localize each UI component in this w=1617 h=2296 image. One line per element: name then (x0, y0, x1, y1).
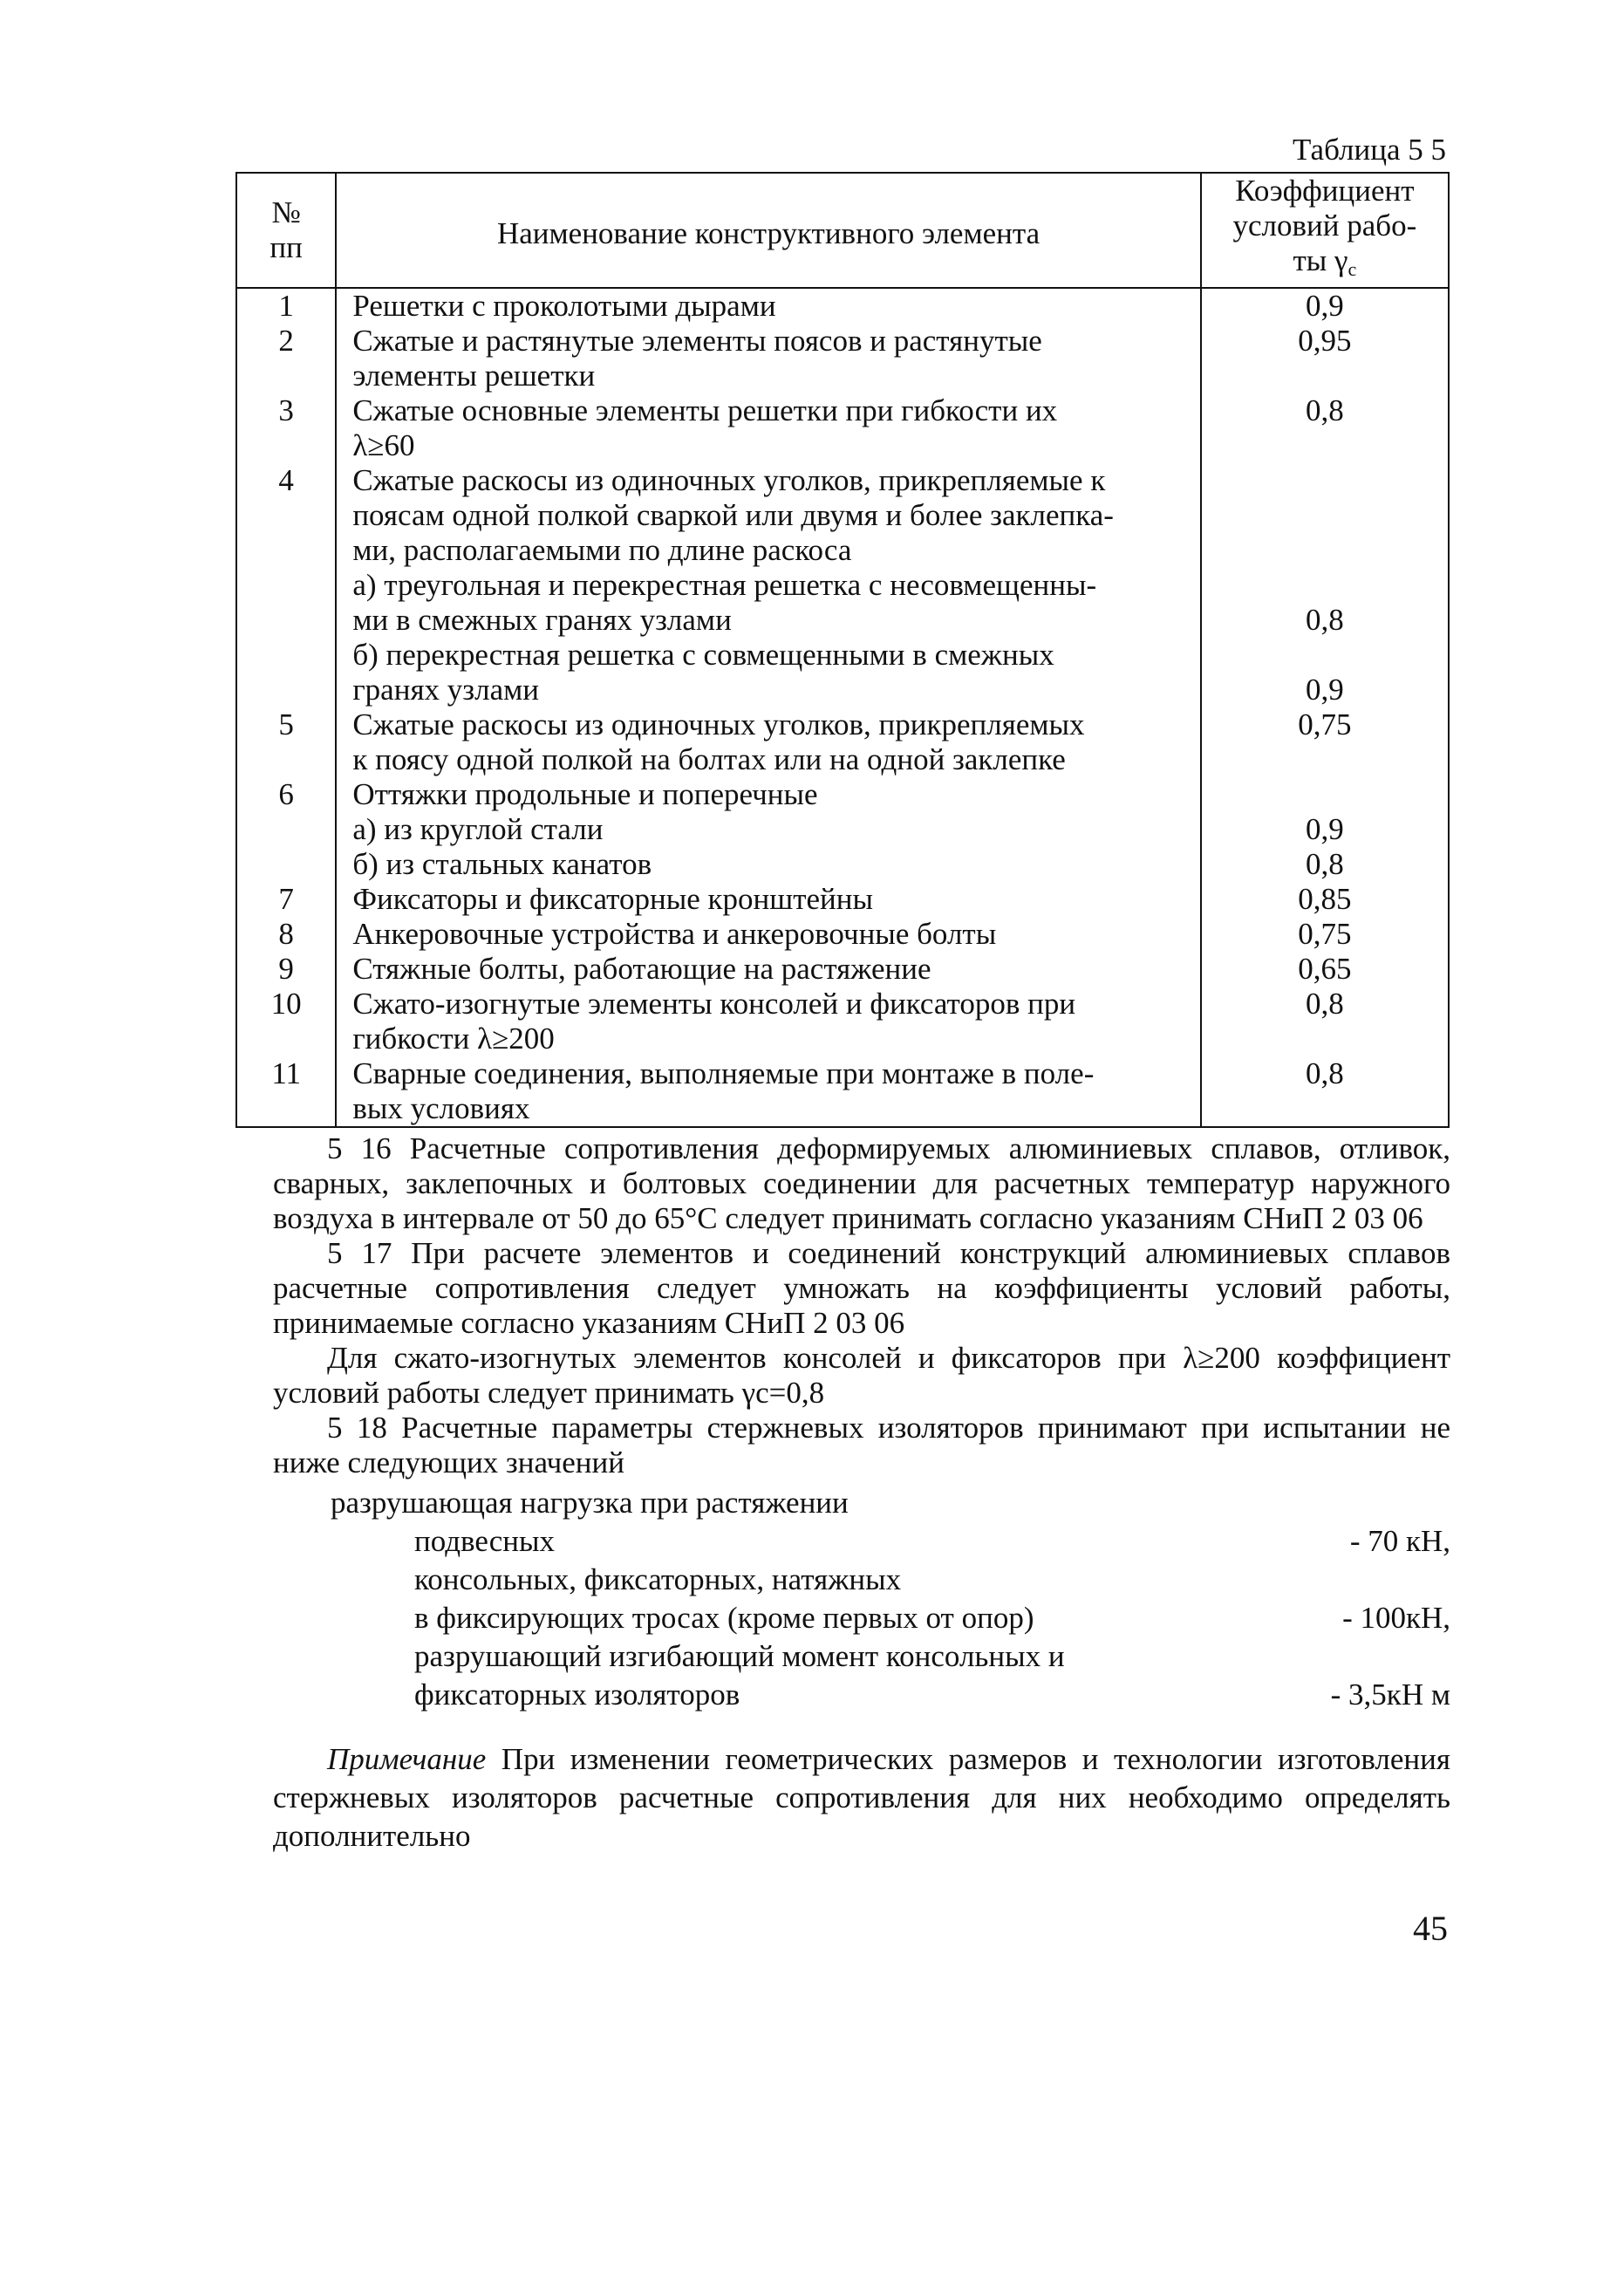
header-num-line: № (271, 195, 301, 229)
row-number: 7 (236, 882, 336, 917)
table-row (236, 463, 1449, 707)
row-number: 6 (236, 777, 336, 882)
row-coef-line (1202, 463, 1448, 498)
row-coef-line (1202, 777, 1448, 812)
header-name: Наименование конструктивного элемента (336, 173, 1200, 288)
row-name-line: элементы решетки (352, 359, 596, 393)
row-coef-line: 0,8 (1306, 603, 1344, 637)
row-name-line: Оттяжки продольные и поперечные (352, 777, 818, 811)
parameter-label: подвесных (414, 1524, 556, 1558)
table-row (236, 882, 1449, 917)
header-coef (1201, 173, 1449, 288)
header-coef-gamma: ты γ (1293, 243, 1348, 277)
row-element-name (336, 288, 1200, 324)
row-coefficient (1201, 952, 1449, 987)
parameter-row (273, 1599, 1450, 1637)
row-name-line: к поясу одной полкой на болтах или на одной заклепке (352, 742, 1066, 776)
row-coefficient (1201, 393, 1449, 463)
row-coef-line: 0,85 (1298, 882, 1352, 916)
row-name-line: Сжатые раскосы из одиночных уголков, прикрепляемых (352, 707, 1085, 741)
page-number: 45 (1413, 1909, 1448, 1948)
note-label: Примечание (327, 1742, 487, 1776)
row-element-name (336, 393, 1200, 463)
row-name-line: λ≥60 (352, 428, 415, 462)
row-coefficient (1201, 288, 1449, 324)
row-element-name (336, 707, 1200, 777)
table-row (236, 1056, 1449, 1127)
row-name-line: вых условиях (352, 1091, 530, 1125)
row-number: 5 (236, 707, 336, 777)
table-row (236, 777, 1449, 882)
row-element-name (336, 463, 1200, 707)
header-coef-line (1202, 243, 1448, 287)
row-name-line: Сжатые и растянутые элементы поясов и растянутые (352, 324, 1042, 358)
paragraph-5-16: 5 16 Расчетные сопротивления деформируемых алюминиевых сплавов, отливок, сварных, заклепочных и болтовых соединении для расчетных температур наружного воздуха в интервале от 50 до 65°С следует принимать согласно указаниям СНиП 2 03 06 (273, 1131, 1450, 1235)
row-coef-line (1202, 638, 1448, 673)
parameter-row (273, 1484, 1450, 1522)
table-row (236, 952, 1449, 987)
row-name-line: Сжатые основные элементы решетки при гибкости их (352, 393, 1058, 427)
row-name-line: ми, располагаемыми по длине раскоса (352, 533, 852, 567)
row-name-line: Анкеровочные устройства и анкеровочные болты (352, 917, 997, 951)
table-header-row (236, 173, 1449, 288)
parameter-row (273, 1522, 1450, 1561)
row-element-name (336, 987, 1200, 1056)
row-name-line: Решетки с проколотыми дырами (352, 289, 776, 323)
row-coef-line (1202, 1091, 1448, 1126)
row-coef-line: 0,8 (1306, 1056, 1344, 1090)
table-row (236, 288, 1449, 324)
header-coef-line: Коэффициент (1235, 174, 1415, 208)
row-element-name (336, 324, 1200, 393)
row-coef-line (1202, 742, 1448, 777)
row-coefficient (1201, 917, 1449, 952)
row-name-line: Сварные соединения, выполняемые при монтаже в поле- (352, 1056, 1095, 1090)
note (273, 1740, 1450, 1855)
row-coef-line: 0,8 (1306, 393, 1344, 427)
paragraph-5-17-coef: Для сжато-изогнутых элементов консолей и фиксаторов при λ≥200 коэффициент условий работы следует принимать γс=0,8 (273, 1341, 1450, 1410)
row-coefficient (1201, 987, 1449, 1056)
body-text (273, 1131, 1450, 1480)
insulator-parameters (273, 1484, 1450, 1714)
row-number: 3 (236, 393, 336, 463)
row-number: 4 (236, 463, 336, 707)
row-name-line: гранях узлами (352, 673, 540, 707)
row-name-line: б) перекрестная решетка с совмещенными в смежных (352, 638, 1054, 672)
row-name-line: Сжато-изогнутые элементы консолей и фиксаторов при (352, 987, 1076, 1021)
table-row (236, 707, 1449, 777)
row-number: 8 (236, 917, 336, 952)
parameter-label: разрушающая нагрузка при растяжении (331, 1486, 849, 1520)
parameter-label: в фиксирующих тросах (кроме первых от опор) (414, 1601, 1034, 1635)
parameter-row (273, 1561, 1450, 1599)
parameter-label: разрушающий изгибающий момент консольных и (414, 1639, 1065, 1673)
row-name-line: поясам одной полкой сваркой или двумя и более заклепка- (352, 498, 1114, 532)
note-text: При изменении геометрических размеров и технологии изготовления стержневых изоляторов расчетные сопротивления для них необходимо определять дополнительно (273, 1742, 1450, 1853)
row-coefficient (1201, 1056, 1449, 1127)
row-coef-line (1202, 533, 1448, 568)
row-element-name (336, 882, 1200, 917)
row-coef-line (1202, 428, 1448, 463)
row-coef-line: 0,9 (1306, 289, 1344, 323)
row-name-line: гибкости λ≥200 (352, 1022, 555, 1056)
row-coef-line: 0,9 (1306, 673, 1344, 707)
paragraph-5-17: 5 17 При расчете элементов и соединений конструкций алюминиевых сплавов расчетные сопротивления следует умножать на коэффициенты условий работы, принимаемые согласно указаниям СНиП 2 03 06 (273, 1236, 1450, 1340)
row-coefficient (1201, 324, 1449, 393)
row-element-name (336, 777, 1200, 882)
row-coef-line: 0,75 (1298, 707, 1352, 741)
row-number: 10 (236, 987, 336, 1056)
row-coef-line (1202, 1022, 1448, 1056)
row-coef-line (1202, 568, 1448, 603)
table-caption: Таблица 5 5 (1293, 133, 1446, 167)
row-name-line: ми в смежных гранях узлами (352, 603, 732, 637)
row-number: 9 (236, 952, 336, 987)
row-coef-line (1202, 359, 1448, 393)
parameter-row (273, 1637, 1450, 1676)
row-name-line: Сжатые раскосы из одиночных уголков, прикрепляемые к (352, 463, 1106, 497)
header-num-line: пп (270, 230, 303, 264)
table-row (236, 917, 1449, 952)
parameter-value: - 70 кН, (1349, 1524, 1450, 1558)
row-number: 1 (236, 288, 336, 324)
row-coef-line: 0,8 (1306, 847, 1344, 881)
row-name-line: б) из стальных канатов (352, 847, 652, 881)
row-coefficient (1201, 777, 1449, 882)
row-element-name (336, 917, 1200, 952)
gamma-subscript: с (1348, 258, 1357, 280)
row-coef-line (1202, 498, 1448, 533)
row-coefficient (1201, 707, 1449, 777)
row-coef-line: 0,95 (1298, 324, 1352, 358)
row-number: 11 (236, 1056, 336, 1127)
row-element-name (336, 952, 1200, 987)
header-coef-line: условий рабо- (1232, 208, 1417, 243)
row-name-line: Стяжные болты, работающие на растяжение (352, 952, 931, 986)
parameter-value: - 3,5кН м (1330, 1678, 1450, 1712)
row-name-line: а) треугольная и перекрестная решетка с несовмещенны- (352, 568, 1097, 602)
row-name-line: Фиксаторы и фиксаторные кронштейны (352, 882, 874, 916)
table-body (236, 288, 1449, 1127)
row-coef-line: 0,75 (1298, 917, 1352, 951)
row-coef-line: 0,9 (1306, 812, 1344, 846)
header-num (236, 173, 336, 288)
row-number: 2 (236, 324, 336, 393)
parameter-row (273, 1676, 1450, 1714)
row-coefficient (1201, 882, 1449, 917)
parameter-label: фиксаторных изоляторов (414, 1678, 740, 1712)
row-element-name (336, 1056, 1200, 1127)
table-row (236, 987, 1449, 1056)
coefficient-table (235, 172, 1450, 1128)
row-coef-line: 0,65 (1298, 952, 1352, 986)
row-coefficient (1201, 463, 1449, 707)
table-row (236, 324, 1449, 393)
parameter-label: консольных, фиксаторных, натяжных (414, 1562, 902, 1596)
paragraph-5-18: 5 18 Расчетные параметры стержневых изоляторов принимают при испытании не ниже следующих значений (273, 1411, 1450, 1479)
row-coef-line: 0,8 (1306, 987, 1344, 1021)
row-name-line: а) из круглой стали (352, 812, 604, 846)
parameter-value: - 100кН, (1342, 1601, 1450, 1635)
table-row (236, 393, 1449, 463)
